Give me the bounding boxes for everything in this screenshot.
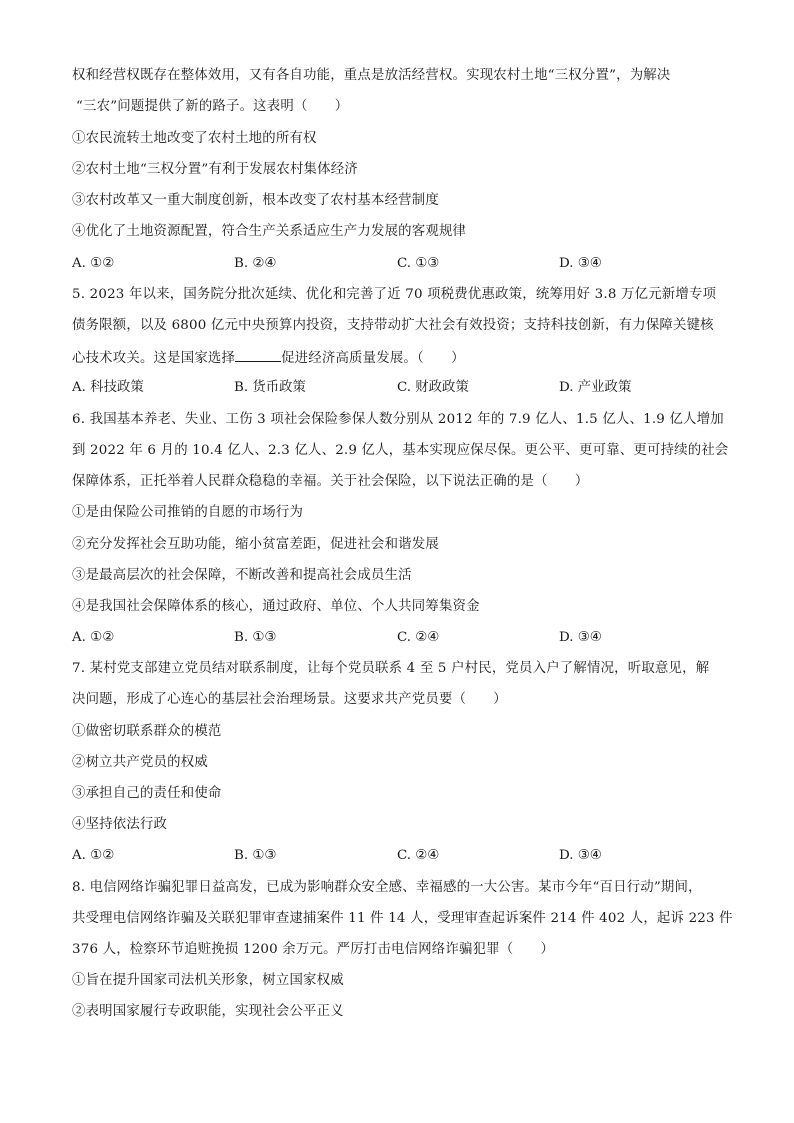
q7-option-a[interactable]: A. ①② xyxy=(72,848,115,863)
q5-text-before-blank: 心技术攻关。这是国家选择 xyxy=(72,351,236,366)
q8-text-line-3: 376 人，检察环节追赃挽损 1200 余万元。严厉打击电信网络诈骗犯罪（ ） xyxy=(72,942,555,957)
q4-option-a[interactable]: A. ①② xyxy=(72,256,115,271)
q6-statement-2: ②充分发挥社会互助功能，缩小贫富差距，促进社会和谐发展 xyxy=(72,537,439,552)
q6-option-a[interactable]: A. ①② xyxy=(72,630,115,645)
q8-text-line-2: 共受理电信网络诈骗及关联犯罪审查逮捕案件 11 件 14 人，受理审查起诉案件 214 件 402 人，起诉 223 件 xyxy=(72,911,733,926)
q7-option-d[interactable]: D. ③④ xyxy=(559,848,602,863)
q5-option-d[interactable]: D. 产业政策 xyxy=(559,380,632,395)
q5-text-after-blank: 促进经济高质量发展。（ ） xyxy=(281,351,465,366)
q7-text-line-1: 7. 某村党支部建立党员结对联系制度，让每个党员联系 4 至 5 户村民，党员入户了解情况，听取意见，解 xyxy=(72,661,710,676)
q8-statement-2: ②表明国家履行专政职能，实现社会公平正义 xyxy=(72,1004,344,1019)
q5-text-line-2: 债务限额，以及 6800 亿元中央预算内投资，支持带动扩大社会有效投资；支持科技创新，有力保障关键核 xyxy=(72,318,714,333)
q8-text-line-1: 8. 电信网络诈骗犯罪日益高发，已成为影响群众安全感、幸福感的一大公害。某市今年“百日行动”期间， xyxy=(72,880,702,895)
q4-statement-2: ②农村土地“三权分置”有利于发展农村集体经济 xyxy=(72,162,358,177)
q4-text-line-2: “三农”问题提供了新的路子。这表明（ ） xyxy=(76,99,349,114)
q6-statement-3: ③是最高层次的社会保障，不断改善和提高社会成员生活 xyxy=(72,568,412,583)
q5-text-line-1: 5. 2023 年以来，国务院分批次延续、优化和完善了近 70 项税费优惠政策，统筹用好 3.8 万亿元新增专项 xyxy=(72,287,717,302)
q7-statement-3: ③承担自己的责任和使命 xyxy=(72,786,222,801)
q6-statement-1: ①是由保险公司推销的自愿的市场行为 xyxy=(72,505,304,520)
q7-statement-2: ②树立共产党员的权威 xyxy=(72,755,208,770)
q6-text-line-1: 6. 我国基本养老、失业、工伤 3 项社会保险参保人数分别从 2012 年的 7.9 亿人、1.5 亿人、1.9 亿人增加 xyxy=(72,412,724,427)
q5-option-a[interactable]: A. 科技政策 xyxy=(72,380,144,395)
q7-text-line-2: 决问题，形成了心连心的基层社会治理场景。这要求共产党员要（ ） xyxy=(72,692,507,707)
q6-text-line-2: 到 2022 年 6 月的 10.4 亿人、2.3 亿人、2.9 亿人，基本实现应保尽保。更公平、更可靠、更可持续的社会 xyxy=(72,443,729,458)
q4-option-c[interactable]: C. ①③ xyxy=(397,256,440,271)
q7-statement-1: ①做密切联系群众的模范 xyxy=(72,724,222,739)
q5-option-b[interactable]: B. 货币政策 xyxy=(234,380,306,395)
q4-statement-1: ①农民流转土地改变了农村土地的所有权 xyxy=(72,131,317,146)
q6-option-b[interactable]: B. ①③ xyxy=(234,630,277,645)
q6-option-c[interactable]: C. ②④ xyxy=(397,630,440,645)
q6-option-d[interactable]: D. ③④ xyxy=(559,630,602,645)
q4-text-line-1: 权和经营权既存在整体效用，又有各自功能，重点是放活经营权。实现农村土地“三权分置”，为解决 xyxy=(72,68,671,83)
q8-statement-1: ①旨在提升国家司法机关形象，树立国家权威 xyxy=(72,973,344,988)
q6-statement-4: ④是我国社会保障体系的核心，通过政府、单位、个人共同筹集资金 xyxy=(72,599,480,614)
q7-statement-4: ④坚持依法行政 xyxy=(72,817,168,832)
q4-options xyxy=(72,254,732,274)
q4-statement-4: ④优化了土地资源配置，符合生产关系适应生产力发展的客观规律 xyxy=(72,224,467,239)
q6-options xyxy=(72,628,732,648)
q5-answer-blank xyxy=(235,347,281,362)
q7-options xyxy=(72,846,732,866)
q5-options xyxy=(72,378,732,398)
q5-option-c[interactable]: C. 财政政策 xyxy=(397,380,469,395)
q5-text-line-3 xyxy=(72,347,732,369)
q4-option-d[interactable]: D. ③④ xyxy=(559,256,602,271)
q4-statement-3: ③农村改革又一重大制度创新，根本改变了农村基本经营制度 xyxy=(72,193,439,208)
q7-option-c[interactable]: C. ②④ xyxy=(397,848,440,863)
q4-option-b[interactable]: B. ②④ xyxy=(234,256,277,271)
q7-option-b[interactable]: B. ①③ xyxy=(234,848,277,863)
q6-text-line-3: 保障体系，正托举着人民群众稳稳的幸福。关于社会保险，以下说法正确的是（ ） xyxy=(72,474,589,489)
